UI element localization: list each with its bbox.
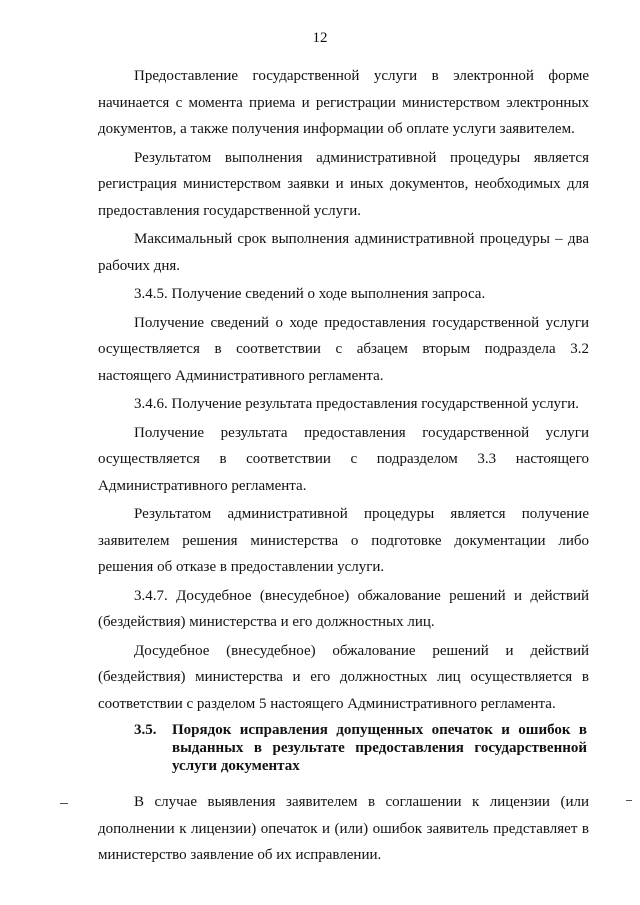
document-body bbox=[98, 63, 589, 871]
subsection-3-4-7-title: 3.4.7. Досудебное (внесудебное) обжалование решений и действий (бездействия) министерства и его должностных лиц. bbox=[98, 587, 589, 630]
paragraph-receiving-result: Получение результата предоставления государственной услуги осуществляется в соответствии с подразделом 3.3 настоящего Административного регламента. bbox=[98, 424, 589, 494]
section-3-5-number: 3.5. bbox=[134, 722, 157, 738]
paragraph-appeal: Досудебное (внесудебное) обжалование решений и действий (бездействия) министерства и его должностных лиц осуществляется в соответствии с разделом 5 настоящего Административного регламента. bbox=[98, 642, 589, 712]
paragraph-max-duration: Максимальный срок выполнения административной процедуры – два рабочих дня. bbox=[98, 231, 589, 274]
section-3-5-heading bbox=[98, 721, 589, 775]
scan-mark-left bbox=[60, 803, 68, 804]
section-3-5-title: Порядок исправления допущенных опечаток и ошибок в выданных в результате предоставления государственной услуги документах bbox=[172, 722, 587, 774]
paragraph-status-info: Получение сведений о ходе предоставления государственной услуги осуществляется в соответствии с абзацем вторым подраздела 3.2 настоящего Административного регламента. bbox=[98, 314, 589, 384]
paragraph-electronic-start: Предоставление государственной услуги в электронной форме начинается с момента приема и регистрации министерством электронных документов, а также получения информации об оплате услуги заявителем. bbox=[98, 68, 589, 137]
subsection-3-4-6-title: 3.4.6. Получение результата предоставления государственной услуги. bbox=[134, 396, 579, 412]
paragraph-registration-result: Результатом выполнения административной процедуры является регистрация министерством заявки и иных документов, необходимых для предоставления государственной услуги. bbox=[98, 149, 589, 219]
subsection-3-4-5-title: 3.4.5. Получение сведений о ходе выполнения запроса. bbox=[134, 286, 486, 302]
paragraph-procedure-result: Результатом административной процедуры является получение заявителем решения министерства о подготовке документации либо решения об отказе в предоставлении услуги. bbox=[98, 506, 589, 575]
scan-mark-right bbox=[626, 800, 632, 801]
page-number: 12 bbox=[312, 30, 328, 46]
paragraph-error-correction: В случае выявления заявителем в соглашении к лицензии (или дополнении к лицензии) опечаток и (или) ошибок заявитель представляет в министерство заявление об их исправлении. bbox=[98, 794, 589, 863]
